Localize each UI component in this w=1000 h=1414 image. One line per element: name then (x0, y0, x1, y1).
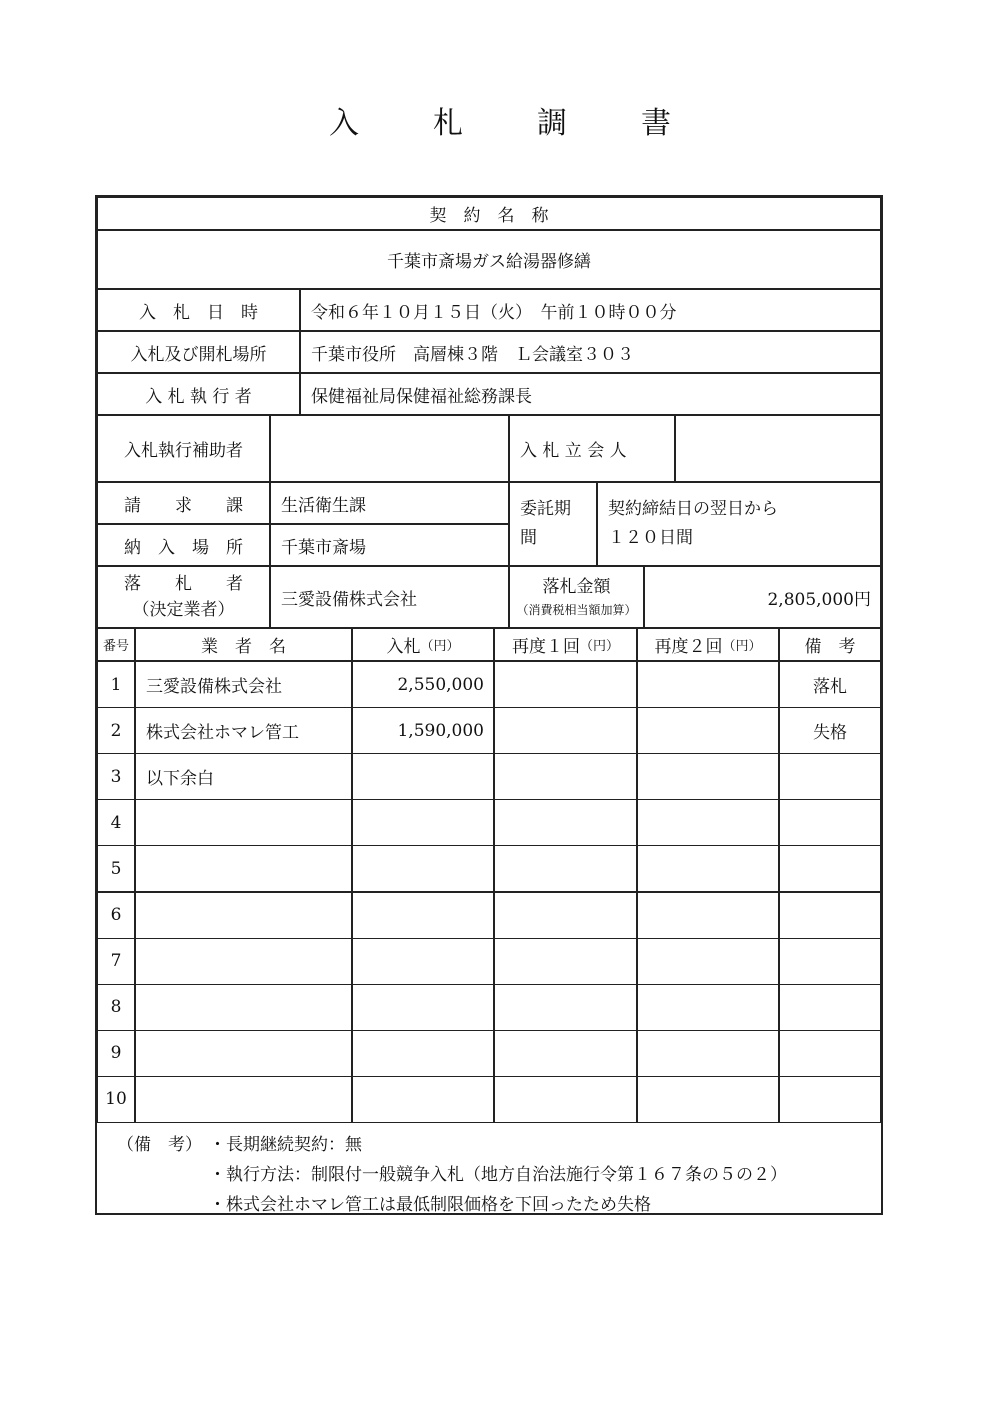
table-cell-no: 4 (97, 799, 135, 846)
delivery-place-value: 千葉市斎場 (270, 524, 509, 566)
col-header-rebid2-unit: （円） (722, 639, 762, 654)
table-cell-rebid1 (494, 892, 637, 939)
winning-amount-label-line2: （消費税相当額加算） (516, 602, 637, 617)
table-cell-bid (352, 892, 494, 939)
table-cell-rebid1 (494, 1076, 637, 1123)
table-cell-no: 10 (97, 1076, 135, 1123)
note-item: ・執行方法：制限付一般競争入札（地方自治法施行令第１６７条の５の２） (209, 1165, 787, 1185)
winner-value: 三愛設備株式会社 (270, 566, 509, 628)
table-cell-rebid2 (637, 845, 779, 892)
table-cell-rebid2 (637, 938, 779, 985)
table-cell-company (135, 799, 352, 846)
table-cell-company (135, 1030, 352, 1077)
assistant-label: 入札執行補助者 (97, 415, 270, 482)
contract-name-header: 契 約 名 称 (97, 197, 881, 230)
period-label (509, 482, 597, 566)
table-cell-no: 7 (97, 938, 135, 985)
table-cell-no: 2 (97, 707, 135, 754)
table-cell-company: 以下余白 (135, 753, 352, 800)
col-header-rebid1 (494, 628, 637, 661)
table-cell-company (135, 938, 352, 985)
table-cell-no: 5 (97, 845, 135, 892)
billing-dept-label: 請 求 課 (97, 482, 270, 524)
table-cell-rebid1 (494, 799, 637, 846)
winning-amount-value: 2,805,000円 (644, 566, 881, 628)
table-cell-remarks (779, 753, 881, 800)
executor-label: 入 札 執 行 者 (97, 373, 300, 415)
bid-place-value: 千葉市役所 高層棟３階 Ｌ会議室３０３ (300, 331, 881, 373)
col-header-bid-unit: （円） (420, 639, 460, 654)
table-cell-remarks (779, 1030, 881, 1077)
period-value-line2: １２０日間 (608, 528, 693, 548)
table-cell-remarks (779, 892, 881, 939)
table-cell-company: 三愛設備株式会社 (135, 661, 352, 708)
bid-record-sheet (95, 195, 883, 1215)
table-cell-rebid1 (494, 984, 637, 1031)
table-cell-rebid1 (494, 753, 637, 800)
notes-label: （備 考） (117, 1135, 202, 1155)
witness-value (675, 415, 881, 482)
table-cell-bid (352, 938, 494, 985)
table-cell-remarks: 落札 (779, 661, 881, 708)
note-item: ・株式会社ホマレ管工は最低制限価格を下回ったため失格 (209, 1195, 651, 1215)
winner-label (97, 566, 270, 628)
bid-date-value: 令和６年１０月１５日（火） 午前１０時００分 (300, 289, 881, 331)
period-value-line1: 契約締結日の翌日から (608, 499, 778, 520)
table-cell-company (135, 984, 352, 1031)
table-cell-bid (352, 799, 494, 846)
col-header-rebid2 (637, 628, 779, 661)
table-cell-rebid2 (637, 984, 779, 1031)
table-cell-remarks (779, 1076, 881, 1123)
table-cell-bid (352, 1030, 494, 1077)
table-cell-rebid1 (494, 661, 637, 708)
table-cell-company (135, 892, 352, 939)
witness-label: 入 札 立 会 人 (509, 415, 675, 482)
table-cell-rebid2 (637, 707, 779, 754)
executor-value: 保健福祉局保健福祉総務課長 (300, 373, 881, 415)
table-cell-rebid2 (637, 753, 779, 800)
table-cell-remarks (779, 845, 881, 892)
table-cell-no: 8 (97, 984, 135, 1031)
table-cell-remarks (779, 938, 881, 985)
table-cell-bid: 1,590,000 (352, 707, 494, 754)
col-header-no: 番号 (97, 628, 135, 661)
table-cell-bid (352, 753, 494, 800)
period-label-line2: 間 (520, 528, 537, 548)
table-cell-no: 6 (97, 892, 135, 939)
billing-dept-value: 生活衛生課 (270, 482, 509, 524)
table-cell-remarks (779, 984, 881, 1031)
table-cell-rebid2 (637, 1076, 779, 1123)
table-cell-rebid2 (637, 799, 779, 846)
table-cell-rebid2 (637, 1030, 779, 1077)
table-cell-company (135, 1076, 352, 1123)
document-title: 入 札 調 書 (329, 106, 693, 141)
table-cell-no: 9 (97, 1030, 135, 1077)
col-header-remarks: 備 考 (779, 628, 881, 661)
table-cell-company (135, 845, 352, 892)
bid-date-label: 入 札 日 時 (97, 289, 300, 331)
table-cell-bid (352, 1076, 494, 1123)
delivery-place-label: 納 入 場 所 (97, 524, 270, 566)
col-header-rebid1-unit: （円） (579, 639, 619, 654)
contract-name-value: 千葉市斎場ガス給湯器修繕 (97, 230, 881, 289)
col-header-company: 業 者 名 (135, 628, 352, 661)
table-cell-rebid2 (637, 892, 779, 939)
table-cell-company: 株式会社ホマレ管工 (135, 707, 352, 754)
period-label-line1: 委託期 (520, 499, 571, 520)
table-cell-bid (352, 845, 494, 892)
winner-label-line2: （決定業者） (132, 600, 235, 620)
table-cell-rebid1 (494, 707, 637, 754)
table-cell-rebid1 (494, 1030, 637, 1077)
note-item: ・長期継続契約：無 (209, 1135, 362, 1155)
winning-amount-label (509, 566, 644, 628)
col-header-rebid1-label: 再度１回 (511, 637, 580, 657)
table-cell-bid (352, 984, 494, 1031)
col-header-rebid2-label: 再度２回 (654, 637, 723, 657)
col-header-bid (352, 628, 494, 661)
table-cell-rebid2 (637, 661, 779, 708)
table-cell-remarks (779, 799, 881, 846)
table-cell-bid: 2,550,000 (352, 661, 494, 708)
table-cell-no: 1 (97, 661, 135, 708)
winning-amount-label-line1: 落札金額 (542, 577, 611, 598)
table-cell-rebid1 (494, 845, 637, 892)
winner-label-line1: 落 札 者 (124, 573, 243, 594)
table-cell-rebid1 (494, 938, 637, 985)
col-header-bid-label: 入札 (386, 637, 421, 657)
period-value (597, 482, 881, 566)
table-cell-no: 3 (97, 753, 135, 800)
table-cell-remarks: 失格 (779, 707, 881, 754)
bid-place-label: 入札及び開札場所 (97, 331, 300, 373)
assistant-value (270, 415, 509, 482)
